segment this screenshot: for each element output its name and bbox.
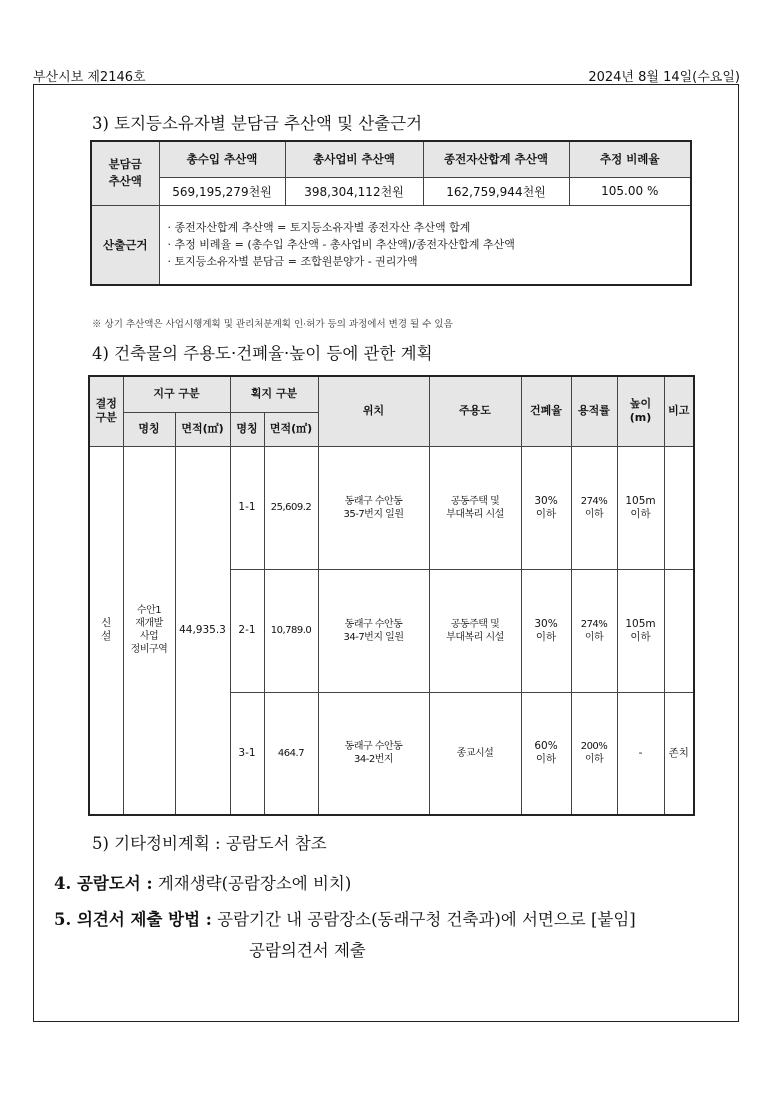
use-cell: 종교시설 (429, 692, 521, 815)
district-area-cell: 44,935.3 (175, 446, 230, 815)
district-name-header: 명칭 (123, 412, 175, 446)
far-cell: 274% 이하 (571, 569, 617, 692)
ratio-value: 105.00 % (569, 177, 691, 205)
basis-line: · 토지등소유자별 분담금 = 조합원분양가 - 권리가액 (167, 255, 418, 269)
total-cost-value: 398,304,112천원 (285, 177, 423, 205)
far-header: 용적률 (571, 376, 617, 446)
column-header: 추정 비례율 (569, 141, 691, 177)
section4-title: 4) 건축물의 주용도·건폐율·높이 등에 관한 계획 (92, 344, 433, 363)
item5-text: 공람기간 내 공람장소(동래구청 건축과)에 서면으로 [붙임] (217, 910, 636, 929)
column-header: 총사업비 추산액 (285, 141, 423, 177)
contribution-table (90, 140, 692, 286)
height-cell: - (617, 692, 664, 815)
lot-header: 획지 구분 (230, 376, 318, 412)
location-cell: 동래구 수안동 34-7번지 일원 (318, 569, 429, 692)
building-plan-table (88, 375, 695, 816)
remarks-cell (664, 446, 694, 569)
prior-assets-value: 162,759,944천원 (423, 177, 569, 205)
lot-area-cell: 25,609.2 (264, 446, 318, 569)
column-header: 종전자산합계 추산액 (423, 141, 569, 177)
remarks-header: 비고 (664, 376, 694, 446)
gazette-date: 2024년 8월 14일(수요일) (588, 70, 740, 85)
remarks-cell: 존치 (664, 692, 694, 815)
remarks-cell (664, 569, 694, 692)
height-cell: 105m 이하 (617, 446, 664, 569)
basis-label: 산출근거 (91, 205, 159, 285)
location-cell: 동래구 수안동 34-2번지 (318, 692, 429, 815)
column-header: 총수입 추산액 (159, 141, 285, 177)
height-header: 높이 (m) (617, 376, 664, 446)
district-area-header: 면적(㎡) (175, 412, 230, 446)
item5-text-continued: 공람의견서 제출 (249, 941, 366, 960)
lot-name-cell: 3-1 (230, 692, 264, 815)
gazette-issue: 부산시보 제2146호 (33, 70, 146, 85)
coverage-cell: 30% 이하 (521, 446, 571, 569)
coverage-cell: 60% 이하 (521, 692, 571, 815)
footnote: ※ 상기 추산액은 사업시행계획 및 관리처분계획 인·허가 등의 과정에서 변경 될 수 있음 (92, 319, 453, 330)
total-revenue-value: 569,195,279천원 (159, 177, 285, 205)
use-cell: 공동주택 및 부대복리 시설 (429, 569, 521, 692)
basis-line: · 추정 비례율 = (총수입 추산액 - 총사업비 추산액)/종전자산합계 추산액 (167, 238, 515, 252)
section5-title: 5) 기타정비계획 : 공람도서 참조 (92, 834, 327, 853)
item5-label: 5. 의견서 제출 방법 : (54, 910, 212, 929)
location-header: 위치 (318, 376, 429, 446)
lot-area-cell: 10,789.0 (264, 569, 318, 692)
lot-area-header: 면적(㎡) (264, 412, 318, 446)
table-row (89, 446, 694, 569)
item4 (54, 870, 351, 894)
far-cell: 200% 이하 (571, 692, 617, 815)
lot-name-cell: 2-1 (230, 569, 264, 692)
decision-cell: 신 설 (89, 446, 123, 815)
section3-title: 3) 토지등소유자별 분담금 추산액 및 산출근거 (92, 114, 423, 133)
basis-line: · 종전자산합계 추산액 = 토지등소유자별 종전자산 추산액 합계 (167, 221, 471, 235)
item4-label: 4. 공람도서 : (54, 874, 153, 893)
decision-header: 결정 구분 (89, 376, 123, 446)
item5 (54, 906, 636, 930)
item4-text: 게재생략(공람장소에 비치) (157, 874, 352, 893)
lot-name-header: 명칭 (230, 412, 264, 446)
district-name-cell: 수안1 재개발 사업 정비구역 (123, 446, 175, 815)
estimate-row-label: 분담금 추산액 (91, 141, 159, 205)
lot-area-cell: 464.7 (264, 692, 318, 815)
use-cell: 공동주택 및 부대복리 시설 (429, 446, 521, 569)
use-header: 주용도 (429, 376, 521, 446)
district-header: 지구 구분 (123, 376, 230, 412)
far-cell: 274% 이하 (571, 446, 617, 569)
coverage-cell: 30% 이하 (521, 569, 571, 692)
location-cell: 동래구 수안동 35-7번지 일원 (318, 446, 429, 569)
coverage-header: 건폐율 (521, 376, 571, 446)
height-cell: 105m 이하 (617, 569, 664, 692)
basis-text (159, 205, 691, 285)
lot-name-cell: 1-1 (230, 446, 264, 569)
